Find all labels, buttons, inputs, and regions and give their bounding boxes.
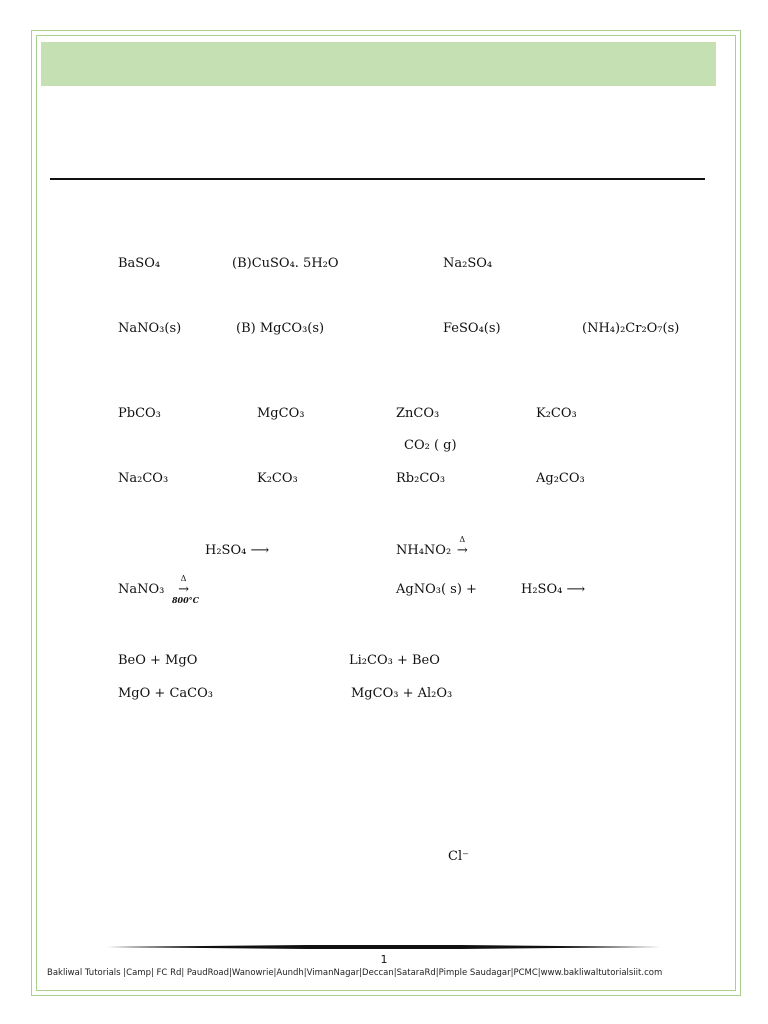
reaction-nano3-heat (118, 574, 200, 605)
formula-mgco3-al2o3: MgCO₃ + Al₂O₃ (351, 686, 453, 701)
formula-ag2co3: Ag₂CO₃ (536, 471, 585, 486)
formula-feso4-s: FeSO₄(s) (443, 321, 501, 336)
footer-rule (107, 945, 661, 949)
formula-na2so4: Na₂SO₄ (443, 256, 493, 271)
formula-nano3-s: NaNO₃(s) (118, 321, 182, 336)
arrow-symbol: → (456, 543, 468, 558)
formula-baso4: BaSO₄ (118, 256, 161, 271)
formula-rb2co3: Rb₂CO₃ (396, 471, 446, 486)
reaction-h2so4: H₂SO₄ ⟶ (205, 543, 270, 558)
arrow-symbol: → (178, 582, 189, 597)
formula-li2co3-beo: Li₂CO₃ + BeO (349, 653, 440, 668)
footer-branches: Bakliwal Tutorials |Camp| FC Rd| PaudRoad|Wanowrie|Aundh|VimanNagar|Deccan|SataraRd|Pimple Saudagar|PCMC|www.bakliwaltutorialsiit.com (47, 968, 663, 978)
formula-beo-mgo: BeO + MgO (118, 653, 198, 668)
formula-chloride-ion: Cl⁻ (448, 849, 469, 864)
formula-cuso4-5h2o: (B)CuSO₄. 5H₂O (232, 256, 339, 271)
formula-nh4no2: NH₄NO₂ (396, 543, 452, 558)
formula-ammonium-dichromate: (NH₄)₂Cr₂O₇(s) (582, 321, 680, 336)
reaction-nh4no2 (396, 535, 469, 559)
reaction-agno3: AgNO₃( s) + (396, 582, 477, 597)
heat-arrow-800 (171, 574, 200, 605)
heat-arrow (455, 535, 469, 559)
formula-na2co3: Na₂CO₃ (118, 471, 169, 486)
delta-symbol: Δ (459, 535, 466, 544)
formula-mgco3-s: (B) MgCO₃(s) (236, 321, 325, 336)
reaction-h2so4-b: H₂SO₄ ⟶ (521, 582, 586, 597)
formula-znco3: ZnCO₃ (396, 406, 440, 421)
formula-co2-g: CO₂ ( g) (404, 438, 457, 453)
temperature-label: 800°C (171, 595, 200, 605)
formula-k2co3-a: K₂CO₃ (536, 406, 577, 421)
header-rule (50, 178, 705, 180)
formula-pbco3: PbCO₃ (118, 406, 161, 421)
formula-nano3: NaNO₃ (118, 582, 165, 597)
page-number: 1 (380, 953, 388, 966)
formula-mgco3: MgCO₃ (257, 406, 305, 421)
formula-k2co3-b: K₂CO₃ (257, 471, 298, 486)
header-band (41, 42, 716, 86)
formula-mgo-caco3: MgO + CaCO₃ (118, 686, 213, 701)
delta-symbol: Δ (180, 574, 187, 583)
